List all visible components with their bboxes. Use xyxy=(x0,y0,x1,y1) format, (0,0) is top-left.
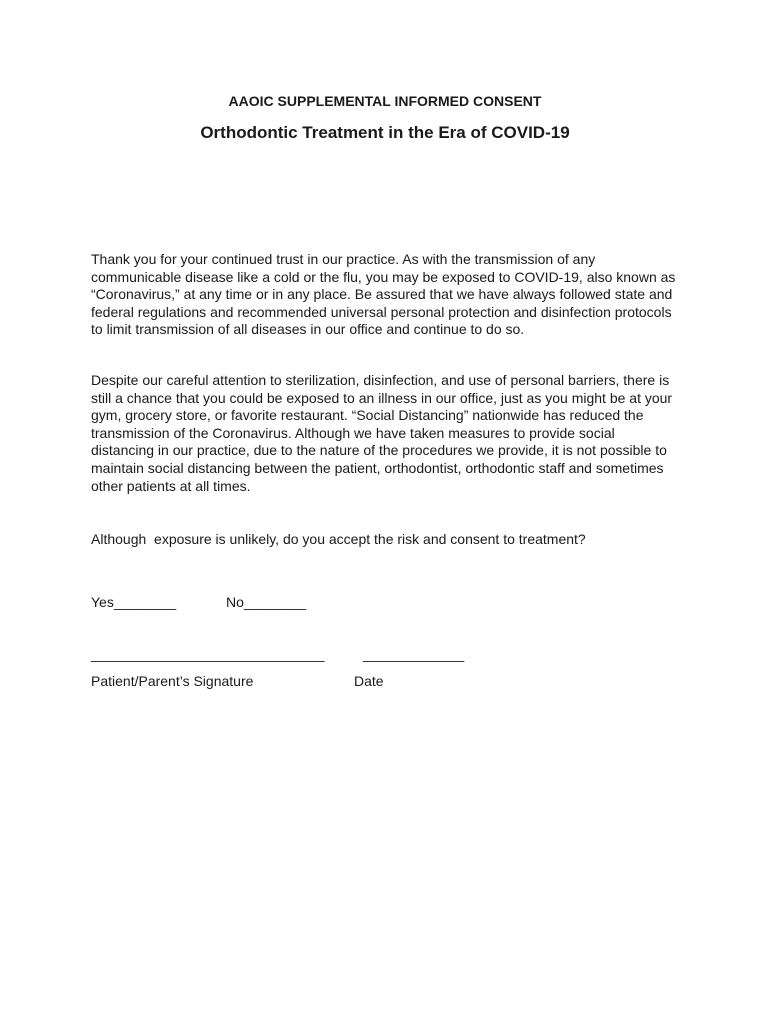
signature-line[interactable]: ______________________________ xyxy=(91,646,325,662)
yes-answer-field[interactable]: Yes________ xyxy=(91,594,177,610)
signature-label: Patient/Parent’s Signature xyxy=(91,673,254,689)
date-label: Date xyxy=(354,673,384,689)
date-line[interactable]: _____________ xyxy=(363,646,465,662)
risk-paragraph: Despite our careful attention to sterilization, disinfection, and use of personal barriers, there is still a chance that you could be exposed to an illness in our office, just as you might be at your gym, grocery store, or favorite restaurant. “Social Distancing” nationwide has reduced the transmission of the Coronavirus. Although we have taken measures to provide social distancing in our practice, due to the nature of the procedures we provide, it is not possible to maintain social distancing between the patient, orthodontist, orthodontic staff and sometimes other patients at all times. xyxy=(91,372,673,494)
consent-question: Although exposure is unlikely, do you accept the risk and consent to treatment? xyxy=(91,531,586,547)
no-answer-field[interactable]: No________ xyxy=(226,594,307,610)
document-title: Orthodontic Treatment in the Era of COVID-19 xyxy=(200,123,570,142)
intro-paragraph: Thank you for your continued trust in our practice. As with the transmission of any communicable disease like a cold or the flu, you may be exposed to COVID-19, also known as “Coronavirus,” at any time or in any place. Be assured that we have always followed state and federal regulations and recommended universal personal protection and disinfection protocols to limit transmission of all diseases in our office and continue to do so. xyxy=(91,251,676,338)
org-title: AAOIC SUPPLEMENTAL INFORMED CONSENT xyxy=(228,93,542,109)
